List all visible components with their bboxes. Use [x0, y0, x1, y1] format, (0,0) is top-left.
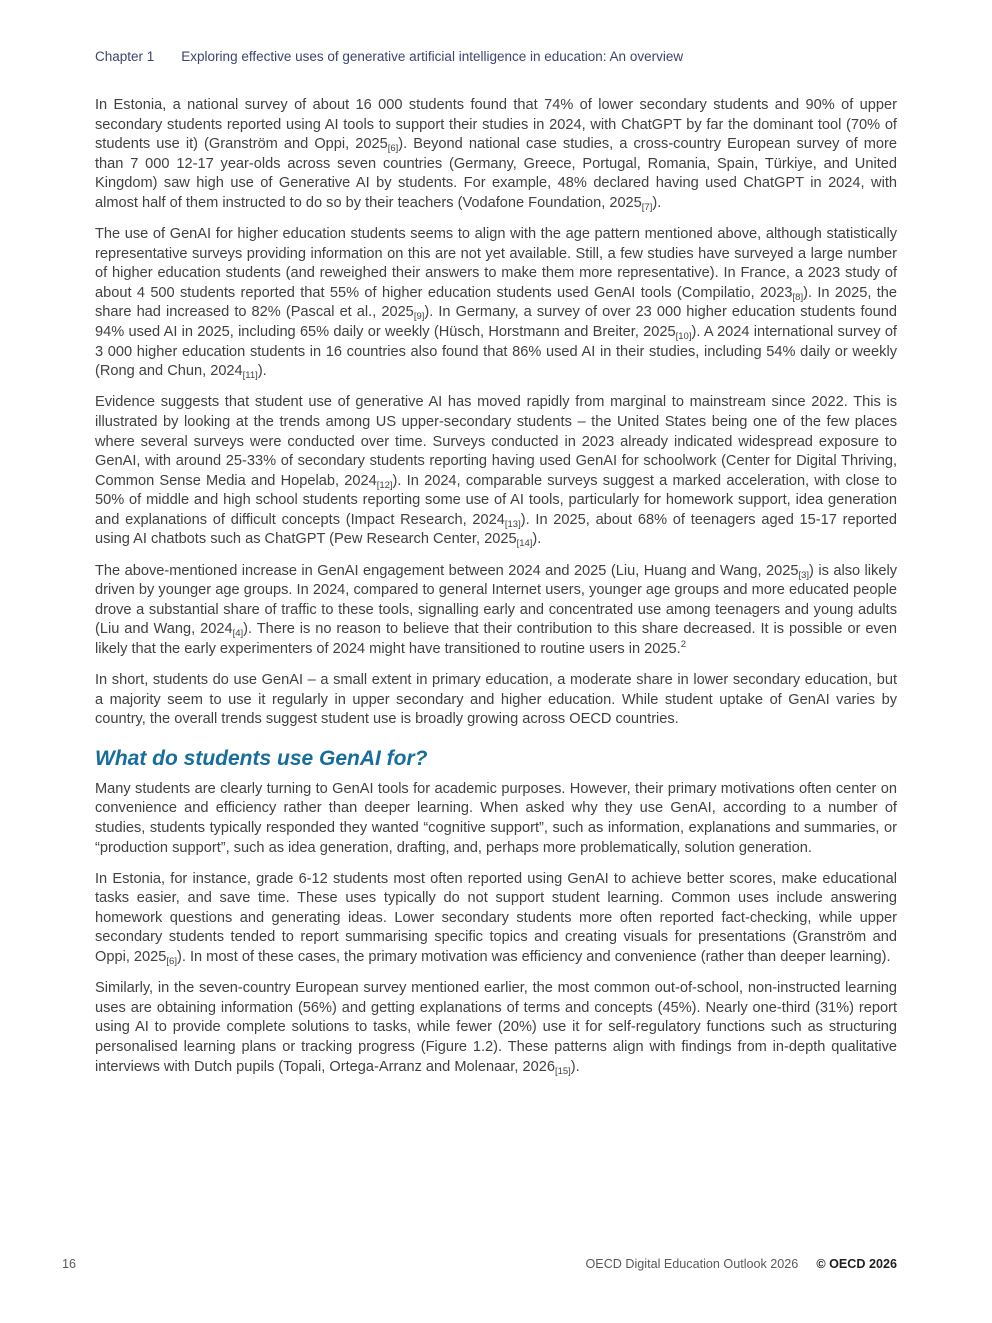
citation-ref: [6]: [387, 143, 399, 155]
citation-ref: [8]: [792, 291, 804, 303]
chapter-label: Chapter 1: [95, 49, 155, 64]
page-number: 16: [62, 1257, 77, 1271]
book-title: OECD Digital Education Outlook 2026: [585, 1257, 799, 1271]
citation-ref: [9]: [413, 311, 425, 323]
footnote-ref: 2: [680, 638, 686, 650]
citation-ref: [4]: [232, 628, 244, 640]
citation-ref: [7]: [641, 201, 653, 213]
paragraph: In Estonia, for instance, grade 6-12 students most often reported using GenAI to achieve better scores, make educational tasks easier, and save time. These uses typically do not support student learning. Common uses include answering homework questions and generating ideas. Lower secondary students more often reported fact-checking, while upper secondary students tended to report summarising specific topics and creating visuals for presentations (Granström and Oppi, $2025_{[6]}$). In most of these cases, the primary motivation was efficiency and convenience (rather than deeper learning).: [95, 870, 897, 968]
citation-ref: [13]: [504, 518, 521, 530]
body-text-column: [95, 96, 897, 1089]
section-heading: What do students use GenAI for?: [95, 746, 428, 770]
citation-ref: [3]: [798, 569, 810, 581]
citation-ref: [15]: [554, 1065, 571, 1077]
citation-ref: [6]: [166, 956, 177, 968]
paragraph: In Estonia, a national survey of about 16 000 students found that 74% of lower secondary students and 90% of upper secondary students reported using AI tools to support their studies in 2024, with ChatGPT by far the dominant tool (70% of students use it) (Granström and Oppi, $2025_{[6]}$). Beyond national case studies, a cross-country European survey of more than 7 000 12-17 year-olds across seven countries (Germany, Greece, Portugal, Romania, Spain, Türkiye, and United Kingdom) saw high use of Generative AI by students. For example, 48% declared having used ChatGPT in 2024, with almost half of them instructed to do so by their teachers (Vodafone Foundation, $2025_{[7]}$).: [95, 97, 897, 213]
paragraph: Similarly, in the seven-country European survey mentioned earlier, the most common out-of-school, non-instructed learning uses are obtaining information (56%) and getting explanations of terms and concepts (45%). Nearly one-third (31%) report using AI to provide complete solutions to tasks, while fewer (20%) use it for self-regulatory functions such as structuring personalised learning plans or tracking progress (Figure 1.2). These patterns align with findings from in-depth qualitative interviews with Dutch pupils (Topali, Ortega-Arranz and Molenaar, $2026_{[15]}$).: [95, 980, 897, 1077]
paragraph: Evidence suggests that student use of generative AI has moved rapidly from marginal to mainstream since 2022. This is illustrated by looking at the trends among US upper-secondary students – the United States being one of the few places where several surveys were conducted over time. Surveys conducted in 2023 already indicated widespread exposure to GenAI, with around 25-33% of secondary students reporting having used GenAI for schoolwork (Center for Digital Thriving, Common Sense Media and Hopelab, $2024_{[12]}$). In 2024, comparable surveys suggest a marked acceleration, with close to 50% of middle and high school students reporting some use of AI tools, particularly for homework support, idea generation and explanations of difficult concepts (Impact Research, $2024_{[13]}$). In 2025, about 68% of teenagers aged 15-17 reported using AI chatbots such as ChatGPT (Pew Research Center, $2025_{[14]}$).: [95, 394, 897, 550]
paragraph: In short, students do use GenAI – a small extent in primary education, a moderate share in lower secondary education, but a majority seem to use it regularly in upper secondary and higher education. While student uptake of GenAI varies by country, the overall trends suggest student use is broadly growing across OECD countries.: [95, 672, 897, 728]
footer-right-group: [586, 1257, 898, 1271]
page-footer: [0, 1257, 992, 1271]
citation-ref: [14]: [516, 538, 533, 550]
page-header: [95, 49, 897, 64]
citation-ref: [12]: [376, 479, 393, 491]
paragraph: Many students are clearly turning to GenAI tools for academic purposes. However, their primary motivations often center on convenience and efficiency rather than deeper learning. When asked why they use GenAI, according to a number of studies, students typically responded they wanted “cognitive support”, such as information, explanations and summaries, or “production support”, such as idea generation, drafting, and, perhaps more problematically, solution generation.: [95, 780, 897, 856]
paragraph: The above-mentioned increase in GenAI engagement between 2024 and 2025 (Liu, Huang and Wang, $2025_{[3]}$) is also likely driven by younger age groups. In 2024, compared to general Internet users, younger age groups and more educated people drove a substantial share of traffic to these tools, signalling early and concentrated use among teenagers and young adults (Liu and Wang, $2024_{[4]}$). There is no reason to believe that their contribution to this share decreased. It is possible or even likely that the early experimenters of 2024 might have transitioned to routine users in 2025.$^2$: [95, 562, 898, 657]
paragraph: The use of GenAI for higher education students seems to align with the age pattern mentioned above, although statistically representative surveys providing information on this are not yet available. Still, a few studies have surveyed a large number of higher education students (and reweighed their answers to make them more representative). In France, a 2023 study of about 4 500 students reported that 55% of higher education students used GenAI tools (Compilatio, $2023_{[8]}$). In 2025, the share had increased to 82% (Pascal et al., $2025_{[9]}$). In Germany, a survey of over 23 000 higher education students found 94% used AI in 2025, including 65% daily or weekly (Hüsch, Horstmann and Breiter, $2025_{[10]}$). A 2024 international survey of 3 000 higher education students in 16 countries also found that 86% used AI in their studies, including 54% daily or weekly (Rong and Chun, $2024_{[11]}$).: [95, 226, 898, 382]
chapter-title: Exploring effective uses of generative artificial intelligence in education: An overview: [181, 49, 684, 64]
copyright-notice: © OECD 2026: [816, 1257, 897, 1271]
citation-ref: [10]: [675, 331, 692, 343]
citation-ref: [11]: [242, 370, 258, 382]
